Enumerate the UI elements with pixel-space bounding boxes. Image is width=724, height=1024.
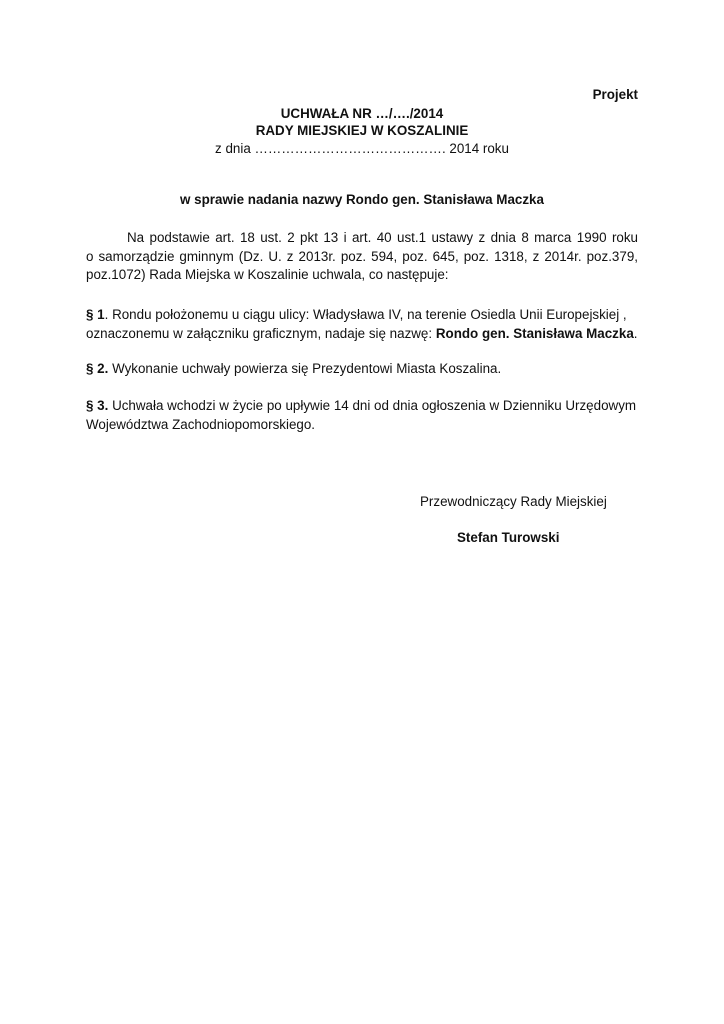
section-2 [86,360,638,379]
legal-basis-line-3: poz.1072) Rada Miejska w Koszalinie uchwala, co następuje: [86,267,449,282]
section-2-text: Wykonanie uchwały powierza się Prezydentowi Miasta Koszalina. [108,361,502,376]
resolution-number: UCHWAŁA NR …/…./2014 [280,106,444,121]
resolution-subject: w sprawie nadania nazwy Rondo gen. Stanisława Maczka [180,192,544,207]
projekt-label: Projekt [592,87,638,102]
section-1 [86,306,638,343]
section-3 [86,397,638,434]
section-2-mark: § 2. [86,361,109,376]
section-3-line-2: Województwa Zachodniopomorskiego. [86,416,316,432]
section-1-line-1: . Rondu położonemu u ciągu ulicy: Władysława IV, na terenie Osiedla Unii Europejskiej , [104,307,627,322]
signature-title: Przewodniczący Rady Miejskiej [420,494,607,509]
section-3-line-1: Uchwała wchodzi w życie po upływie 14 dni od dnia ogłoszenia w Dzienniku Urzędowym [108,398,637,413]
legal-basis-line-1: Na podstawie art. 18 ust. 2 pkt 13 i art. 40 ust.1 ustawy z dnia 8 marca 1990 roku [127,230,638,245]
section-1-mark: § 1 [86,307,105,322]
signature-name: Stefan Turowski [457,530,560,545]
roundabout-name: Rondo gen. Stanisława Maczka [435,325,634,341]
resolution-date: z dnia ……………………………………. 2014 roku [215,141,509,156]
section-1-line-2: oznaczonemu w załączniku graficznym, nadaje się nazwę: [86,325,433,341]
council-name: RADY MIEJSKIEJ W KOSZALINIE [255,123,469,138]
legal-basis-paragraph [86,229,638,285]
section-3-mark: § 3. [86,398,109,413]
section-1-end: . [633,325,638,341]
legal-basis-line-2: o samorządzie gminnym (Dz. U. z 2013r. poz. 594, poz. 645, poz. 1318, z 2014r. poz.379, [86,248,638,264]
